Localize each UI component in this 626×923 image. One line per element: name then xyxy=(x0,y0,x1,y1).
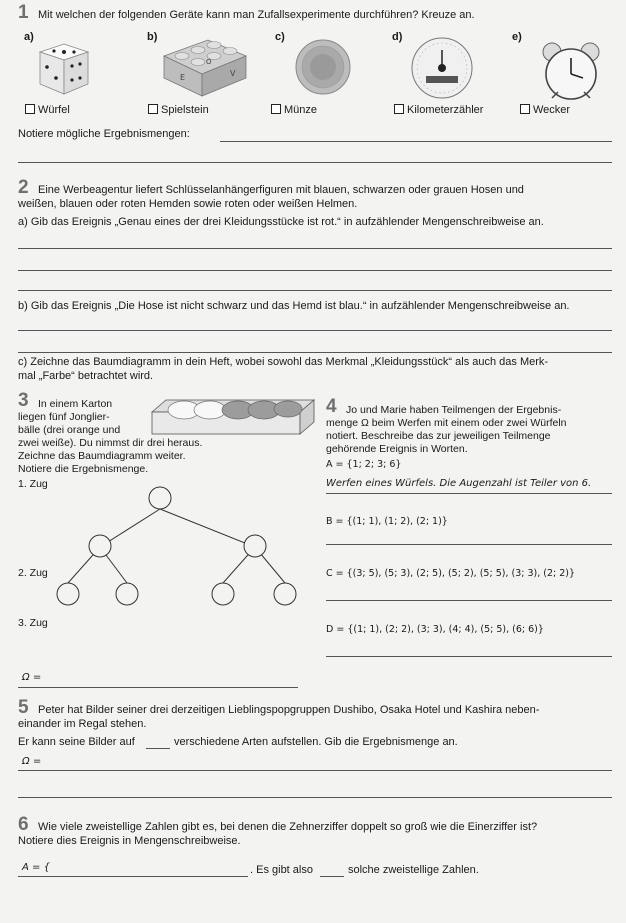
set-d: D = {(1; 1), (2; 2), (3; 3), (4; 4), (5; 5), (6; 6)} xyxy=(326,624,544,635)
answer-a-handwritten: Werfen eines Würfels. Die Augenzahl ist Teiler von 6. xyxy=(326,478,592,489)
task2-c2: mal „Farbe“ betrachtet wird. xyxy=(18,370,154,382)
item-c-letter: c) xyxy=(275,31,285,43)
task3-number: 3 xyxy=(18,390,29,411)
task5-number: 5 xyxy=(18,697,29,718)
task4-line: notiert. Beschreibe das zur jeweiligen Teilmenge xyxy=(326,430,551,442)
item-b-label: Spielstein xyxy=(161,104,209,116)
item-e-letter: e) xyxy=(512,31,522,43)
blank-line[interactable] xyxy=(320,876,344,877)
blank-line[interactable] xyxy=(146,748,170,749)
item-c-label: Münze xyxy=(284,104,318,116)
set-c: C = {(3; 5), (5; 3), (2; 5), (5; 2), (5; 5), (3; 3), (2; 2)} xyxy=(326,568,576,579)
task5-line1: Peter hat Bilder seiner drei derzeitigen Lieblingspopgruppen Dushibo, Osaka Hotel und Kashira neben- xyxy=(38,704,540,716)
task1-question: Mit welchen der folgenden Geräte kann man Zufallsexperimente durchführen? Kreuze an. xyxy=(38,9,475,21)
task3-line: Notiere die Ergebnismenge. xyxy=(18,463,149,475)
task6-line1: Wie viele zweistellige Zahlen gibt es, bei denen die Zehnerziffer doppelt so groß wie die Einerziffer ist? xyxy=(38,821,538,833)
answer-line[interactable] xyxy=(18,876,248,877)
item-d-label: Kilometerzähler xyxy=(407,104,484,116)
task2-number: 2 xyxy=(18,177,29,198)
task4-line: gehörende Ereignis in Worten. xyxy=(326,443,468,455)
task5-line3a: Er kann seine Bilder auf xyxy=(18,736,135,748)
task2-c1: c) Zeichne das Baumdiagramm in dein Heft, wobei sowohl das Merkmal „Kleidungsstück“ als auch das Merk- xyxy=(18,356,549,368)
answer-line[interactable] xyxy=(326,544,612,545)
task4-line: menge Ω beim Werfen mit einem oder zwei Würfeln xyxy=(326,417,567,429)
task6-line2: Notiere dies Ereignis in Mengenschreibweise. xyxy=(18,835,241,847)
task1-number: 1 xyxy=(18,2,29,23)
task5-omega: Ω = xyxy=(22,756,42,767)
task5-line3b: verschiedene Arten aufstellen. Gib die Ergebnismenge an. xyxy=(174,736,458,748)
item-a-label: Würfel xyxy=(38,104,70,116)
item-b-letter: b) xyxy=(147,31,158,43)
task2-a: a) Gib das Ereignis „Genau eines der drei Kleidungsstücke ist rot.“ in aufzählender Mengenschreibweise an. xyxy=(18,216,544,228)
answer-line[interactable] xyxy=(326,656,612,657)
item-a-letter: a) xyxy=(24,31,34,43)
task6-number: 6 xyxy=(18,814,29,835)
answer-line[interactable] xyxy=(326,493,612,494)
task4-number: 4 xyxy=(326,396,337,417)
set-b: B = {(1; 1), (1; 2), (2; 1)} xyxy=(326,516,448,527)
item-e-label: Wecker xyxy=(533,104,571,116)
answer-line[interactable] xyxy=(326,600,612,601)
task3-line: Zeichne das Baumdiagramm weiter. xyxy=(18,450,186,462)
task6-mid: . Es gibt also xyxy=(250,864,313,876)
task6-set-start: A = { xyxy=(22,862,50,873)
task3-line: bälle (drei orange und xyxy=(18,424,121,436)
task2-line1: Eine Werbeagentur liefert Schlüsselanhängerfiguren mit blauen, schwarzen oder grauen Hosen und xyxy=(38,184,524,196)
svg-text:E: E xyxy=(180,73,186,82)
zug-1-label: 1. Zug xyxy=(18,478,48,490)
svg-text:O: O xyxy=(206,58,212,66)
answer-line[interactable] xyxy=(18,770,612,771)
answer-line[interactable] xyxy=(18,797,612,798)
task4-line: Jo und Marie haben Teilmengen der Ergebnis- xyxy=(346,404,562,416)
task3-line: In einem Karton xyxy=(38,398,113,410)
task2-b: b) Gib das Ereignis „Die Hose ist nicht schwarz und das Hemd ist blau.“ in aufzählender Mengenschreibweise an. xyxy=(18,300,570,312)
answer-line[interactable] xyxy=(18,687,298,688)
item-d-letter: d) xyxy=(392,31,403,43)
task3-line: liegen fünf Jonglier- xyxy=(18,411,110,423)
task6-end: solche zweistellige Zahlen. xyxy=(348,864,479,876)
zug-3-label: 3. Zug xyxy=(18,617,48,629)
task2-line2: weißen, blauen oder roten Hemden sowie roten oder weißen Helmen. xyxy=(18,198,358,210)
set-a: A = {1; 2; 3; 6} xyxy=(326,459,402,470)
zug-2-label: 2. Zug xyxy=(18,567,48,579)
svg-text:V: V xyxy=(230,69,236,78)
task3-omega: Ω = xyxy=(22,672,42,683)
task5-line2: einander im Regal stehen. xyxy=(18,718,147,730)
task3-line: zwei weiße). Du nimmst dir drei heraus. xyxy=(18,437,203,449)
task1-note: Notiere mögliche Ergebnismengen: xyxy=(18,128,190,140)
